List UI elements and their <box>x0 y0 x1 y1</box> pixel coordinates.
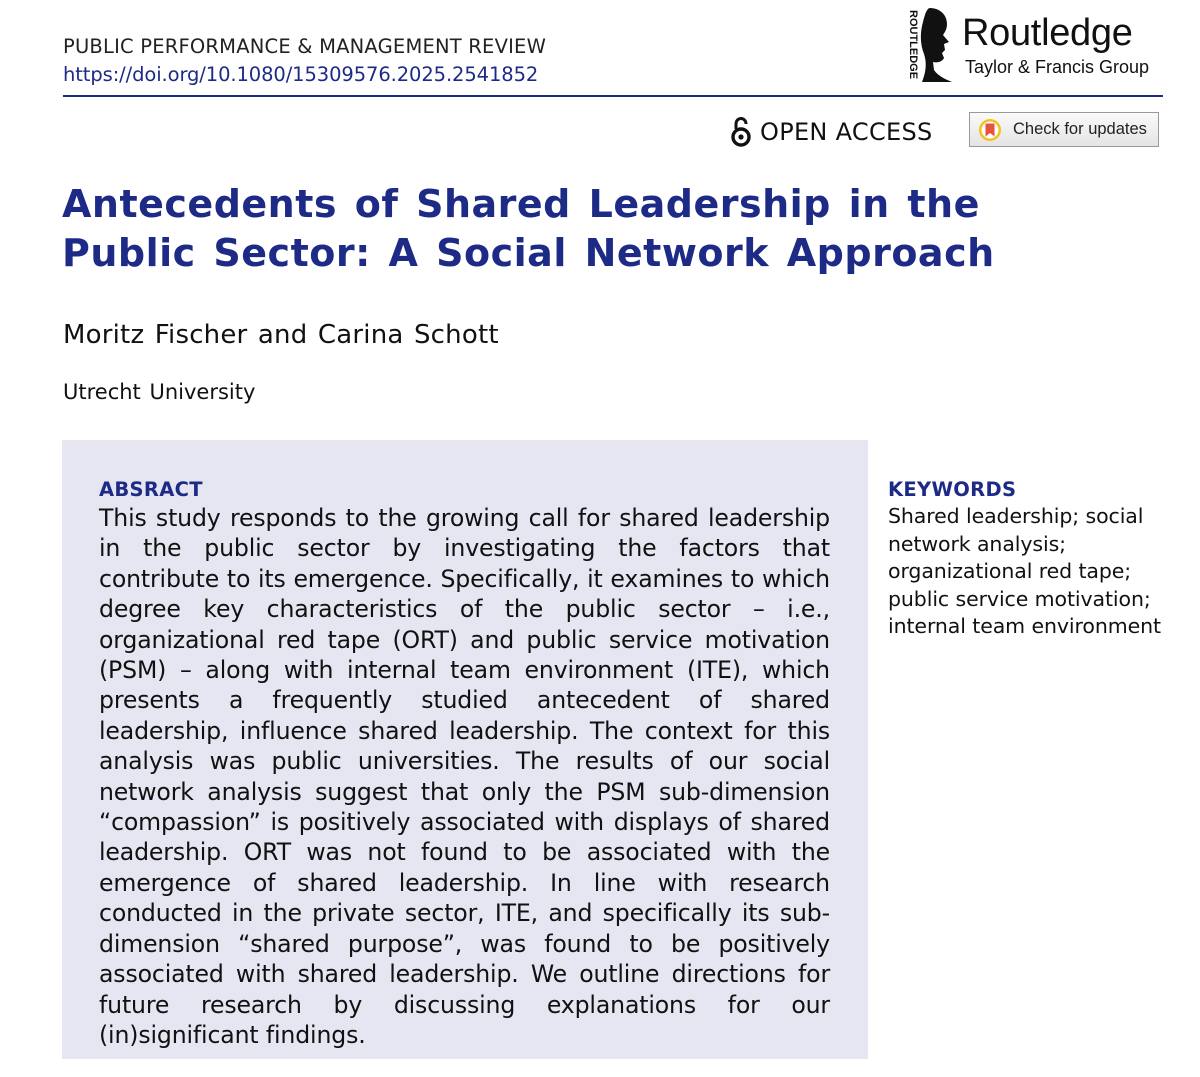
author-affiliation: Utrecht University <box>63 380 256 404</box>
keywords-text: Shared leadership; social network analysis; organizational red tape; public service motivation; internal team environment <box>888 504 1161 638</box>
abstract-heading: ABSRACT <box>99 478 203 501</box>
check-for-updates-button[interactable] <box>969 112 1159 147</box>
open-access-badge <box>730 117 933 147</box>
open-access-label: OPEN ACCESS <box>760 118 933 146</box>
keywords-heading: KEYWORDS <box>888 478 1017 501</box>
article-title: Antecedents of Shared Leadership in the Public Sector: A Social Network Approach <box>62 182 995 275</box>
publisher-name: Routledge <box>962 12 1133 54</box>
header-divider <box>63 95 1163 97</box>
routledge-head-logo-icon <box>918 6 954 84</box>
abstract-text: This study responds to the growing call for shared leadership in the public sector by investigating the factors that contribute to its emergence. Specifically, it examines to which degree key characteristics of the public sector – i.e., organizational red tape (ORT) and public service motivation (PSM) – along with internal team environment (ITE), which presents a frequently studied antecedent of shared leadership, influence shared leadership. The context for this analysis was public universities. The results of our social network analysis suggest that only the PSM sub-dimension “compassion” is positively associated with displays of shared leadership. ORT was not found to be associated with the emergence of shared leadership. In line with research conducted in the private sector, ITE, and specifically its sub-dimension “shared purpose”, was found to be positively associated with shared leadership. We outline directions for future research by discussing explanations for our (in)significant findings. <box>99 504 830 1049</box>
doi-link[interactable]: https://doi.org/10.1080/15309576.2025.2541852 <box>63 63 539 86</box>
bookmark-update-icon <box>978 118 1002 142</box>
publisher-vertical-text: ROUTLEDGE <box>907 10 919 80</box>
journal-name: PUBLIC PERFORMANCE & MANAGEMENT REVIEW <box>63 35 547 58</box>
publisher-vertical-wordmark <box>897 8 919 86</box>
publisher-group: Taylor & Francis Group <box>965 57 1150 77</box>
check-for-updates-label: Check for updates <box>1013 120 1147 138</box>
open-access-lock-icon <box>730 117 752 147</box>
article-authors: Moritz Fischer and Carina Schott <box>63 320 499 350</box>
